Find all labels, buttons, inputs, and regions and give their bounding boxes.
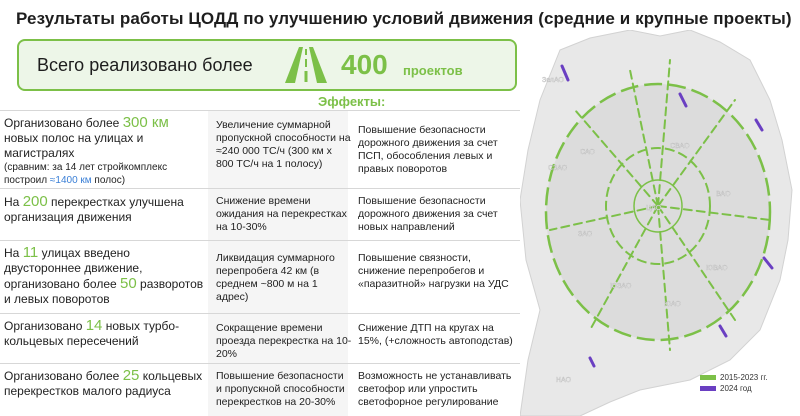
table-row xyxy=(0,188,520,240)
road-icon xyxy=(281,45,331,85)
row-effect-traffic: Увеличение суммарной пропускной способности на ≈240 000 ТС/ч (300 км х 800 ТС/ч на 1 полосу) xyxy=(216,119,351,170)
svg-text:НАО: НАО xyxy=(556,377,572,384)
svg-text:ЦАО: ЦАО xyxy=(646,205,662,212)
row-effect-safety: Повышение безопасности дорожного движения за счет новых направлений xyxy=(358,195,498,233)
table-row xyxy=(0,240,520,313)
legend-swatch xyxy=(700,386,716,391)
moscow-map xyxy=(520,30,800,416)
svg-text:СЗАО: СЗАО xyxy=(548,165,568,172)
legend-item-2015-2023: 2015-2023 гг. xyxy=(700,372,768,383)
total-number: 400 xyxy=(341,49,388,80)
svg-text:ЮЗАО: ЮЗАО xyxy=(610,283,632,290)
svg-text:ЗелАО: ЗелАО xyxy=(542,77,564,84)
row-effect-traffic: Сокращение времени проезда перекрестка на 10-20% xyxy=(216,322,352,360)
row-effect-safety: Повышение связности, снижение перепробегов и «паразитной» нагрузки на УДС xyxy=(358,252,509,290)
row-note: (сравним: за 14 лет стройкомплекс построил ≈1400 км полос) xyxy=(4,162,168,186)
svg-text:ЮАО: ЮАО xyxy=(664,301,681,308)
row-effect-safety: Повышение безопасности дорожного движения за счет ПСП, обособления левых и правых поворотов xyxy=(358,124,498,175)
legend-item-2024: 2024 год xyxy=(700,383,768,394)
legend-swatch xyxy=(700,375,716,380)
row-measure: Организовано более 300 км новых полос на улицах и магистралях (сравним: за 14 лет стройкомплекс построил ≈1400 км полос) xyxy=(4,115,204,187)
total-projects-banner xyxy=(17,39,517,91)
total-label: Всего реализовано более xyxy=(37,55,253,75)
effects-header: Эффекты: xyxy=(318,94,386,109)
row-effect-safety: Возможность не устанавливать светофор или упростить светофорное регулирование xyxy=(358,370,512,408)
page-title: Результаты работы ЦОДД по улучшению условий движения (средние и крупные проекты) xyxy=(16,9,792,28)
svg-text:САО: САО xyxy=(580,149,595,156)
row-measure: На 200 перекрестках улучшена организация движения xyxy=(4,193,184,224)
svg-text:ЗАО: ЗАО xyxy=(578,231,593,238)
row-measure: Организовано более 25 кольцевых перекрестков малого радиуса xyxy=(4,367,203,398)
table-row xyxy=(0,313,520,363)
map-legend xyxy=(700,372,768,394)
row-effect-traffic: Ликвидация суммарного перепробега 42 км (в среднем ~800 м на 1 адрес) xyxy=(216,252,335,303)
row-measure: Организовано 14 новых турбо-кольцевых пересечений xyxy=(4,317,180,348)
total-unit: проектов xyxy=(403,63,463,78)
row-effect-traffic: Повышение безопасности и пропускной способности перекрестков на 20-30% xyxy=(216,370,345,408)
row-measure: На 11 улицах введено двустороннее движение, организовано более 50 разворотов и левых поворотов xyxy=(4,244,204,306)
row-effect-safety: Снижение ДТП на кругах на 15%, (+сложность автоподстав) xyxy=(358,322,513,347)
svg-text:ВАО: ВАО xyxy=(716,191,731,198)
table-row xyxy=(0,110,520,188)
svg-text:СВАО: СВАО xyxy=(670,143,690,150)
svg-text:ЮВАО: ЮВАО xyxy=(706,265,728,272)
table-row xyxy=(0,363,520,416)
row-effect-traffic: Снижение времени ожидания на перекрестках на 10-30% xyxy=(216,195,347,233)
